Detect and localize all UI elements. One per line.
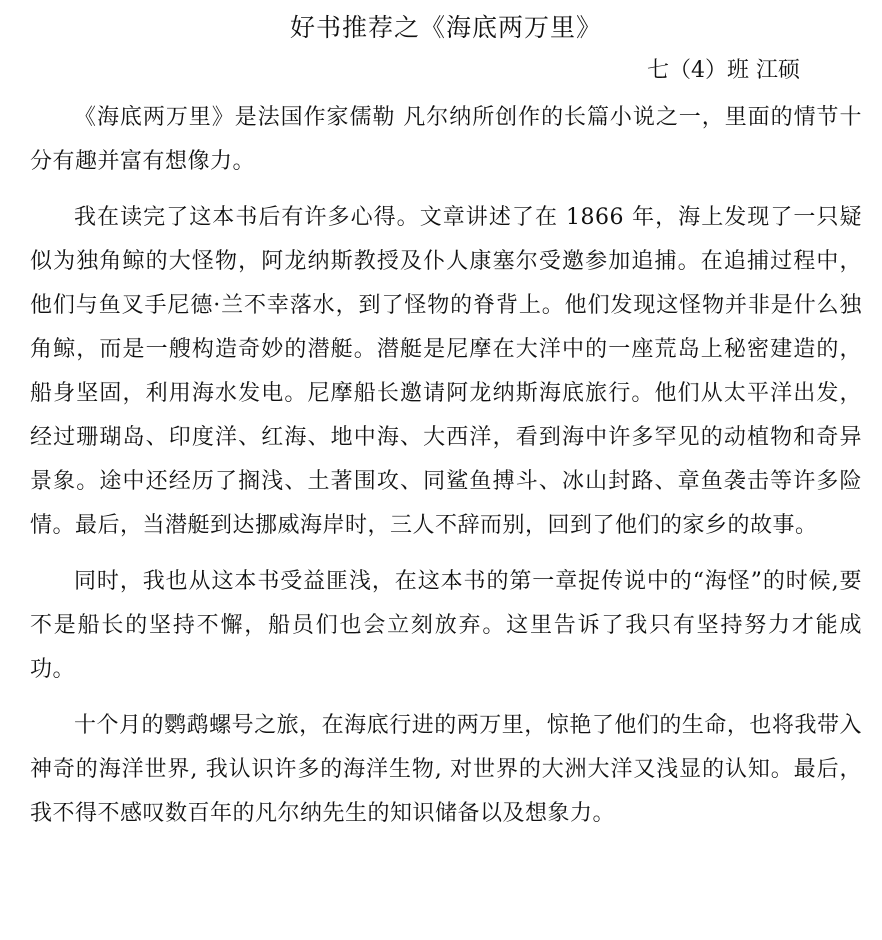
paragraph-conclusion: 十个月的鹦鹉螺号之旅，在海底行进的两万里，惊艳了他们的生命，也将我带入神奇的海洋世界, 我认识许多的海洋生物, 对世界的大洲大洋又浅显的认知。最后，我不得不感叹数百年的凡尔纳先生的知识储备以及想象力。	[30, 713, 862, 826]
document-title: 好书推荐之《海底两万里》	[289, 13, 602, 42]
paragraph-reflection: 同时，我也从这本书受益匪浅，在这本书的第一章捉传说中的“海怪”的时候,要不是船长的坚持不懈，船员们也会立刻放弃。这里告诉了我只有坚持努力才能成功。	[30, 569, 862, 682]
paragraph-summary: 我在读完了这本书后有许多心得。文章讲述了在 1866 年，海上发现了一只疑似为独角鲸的大怪物，阿龙纳斯教授及仆人康塞尔受邀参加追捕。在追捕过程中，他们与鱼叉手尼德·兰不幸落水，到了怪物的脊背上。他们发现这怪物并非是什么独角鲸，而是一艘构造奇妙的潜艇。潜艇是尼摩在大洋中的一座荒岛上秘密建造的，船身坚固，利用海水发电。尼摩船长邀请阿龙纳斯海底旅行。他们从太平洋出发，经过珊瑚岛、印度洋、红海、地中海、大西洋，看到海中许多罕见的动植物和奇异景象。途中还经历了搁浅、土著围攻、同鲨鱼搏斗、冰山封路、章鱼袭击等许多险情。最后，当潜艇到达挪威海岸时，三人不辞而别，回到了他们的家乡的故事。	[30, 205, 862, 538]
author-line: 七（4）班 江硕	[647, 58, 800, 83]
article-body	[30, 96, 862, 836]
paragraph-intro: 《海底两万里》是法国作家儒勒 凡尔纳所创作的长篇小说之一，里面的情节十分有趣并富有想像力。	[30, 105, 862, 174]
